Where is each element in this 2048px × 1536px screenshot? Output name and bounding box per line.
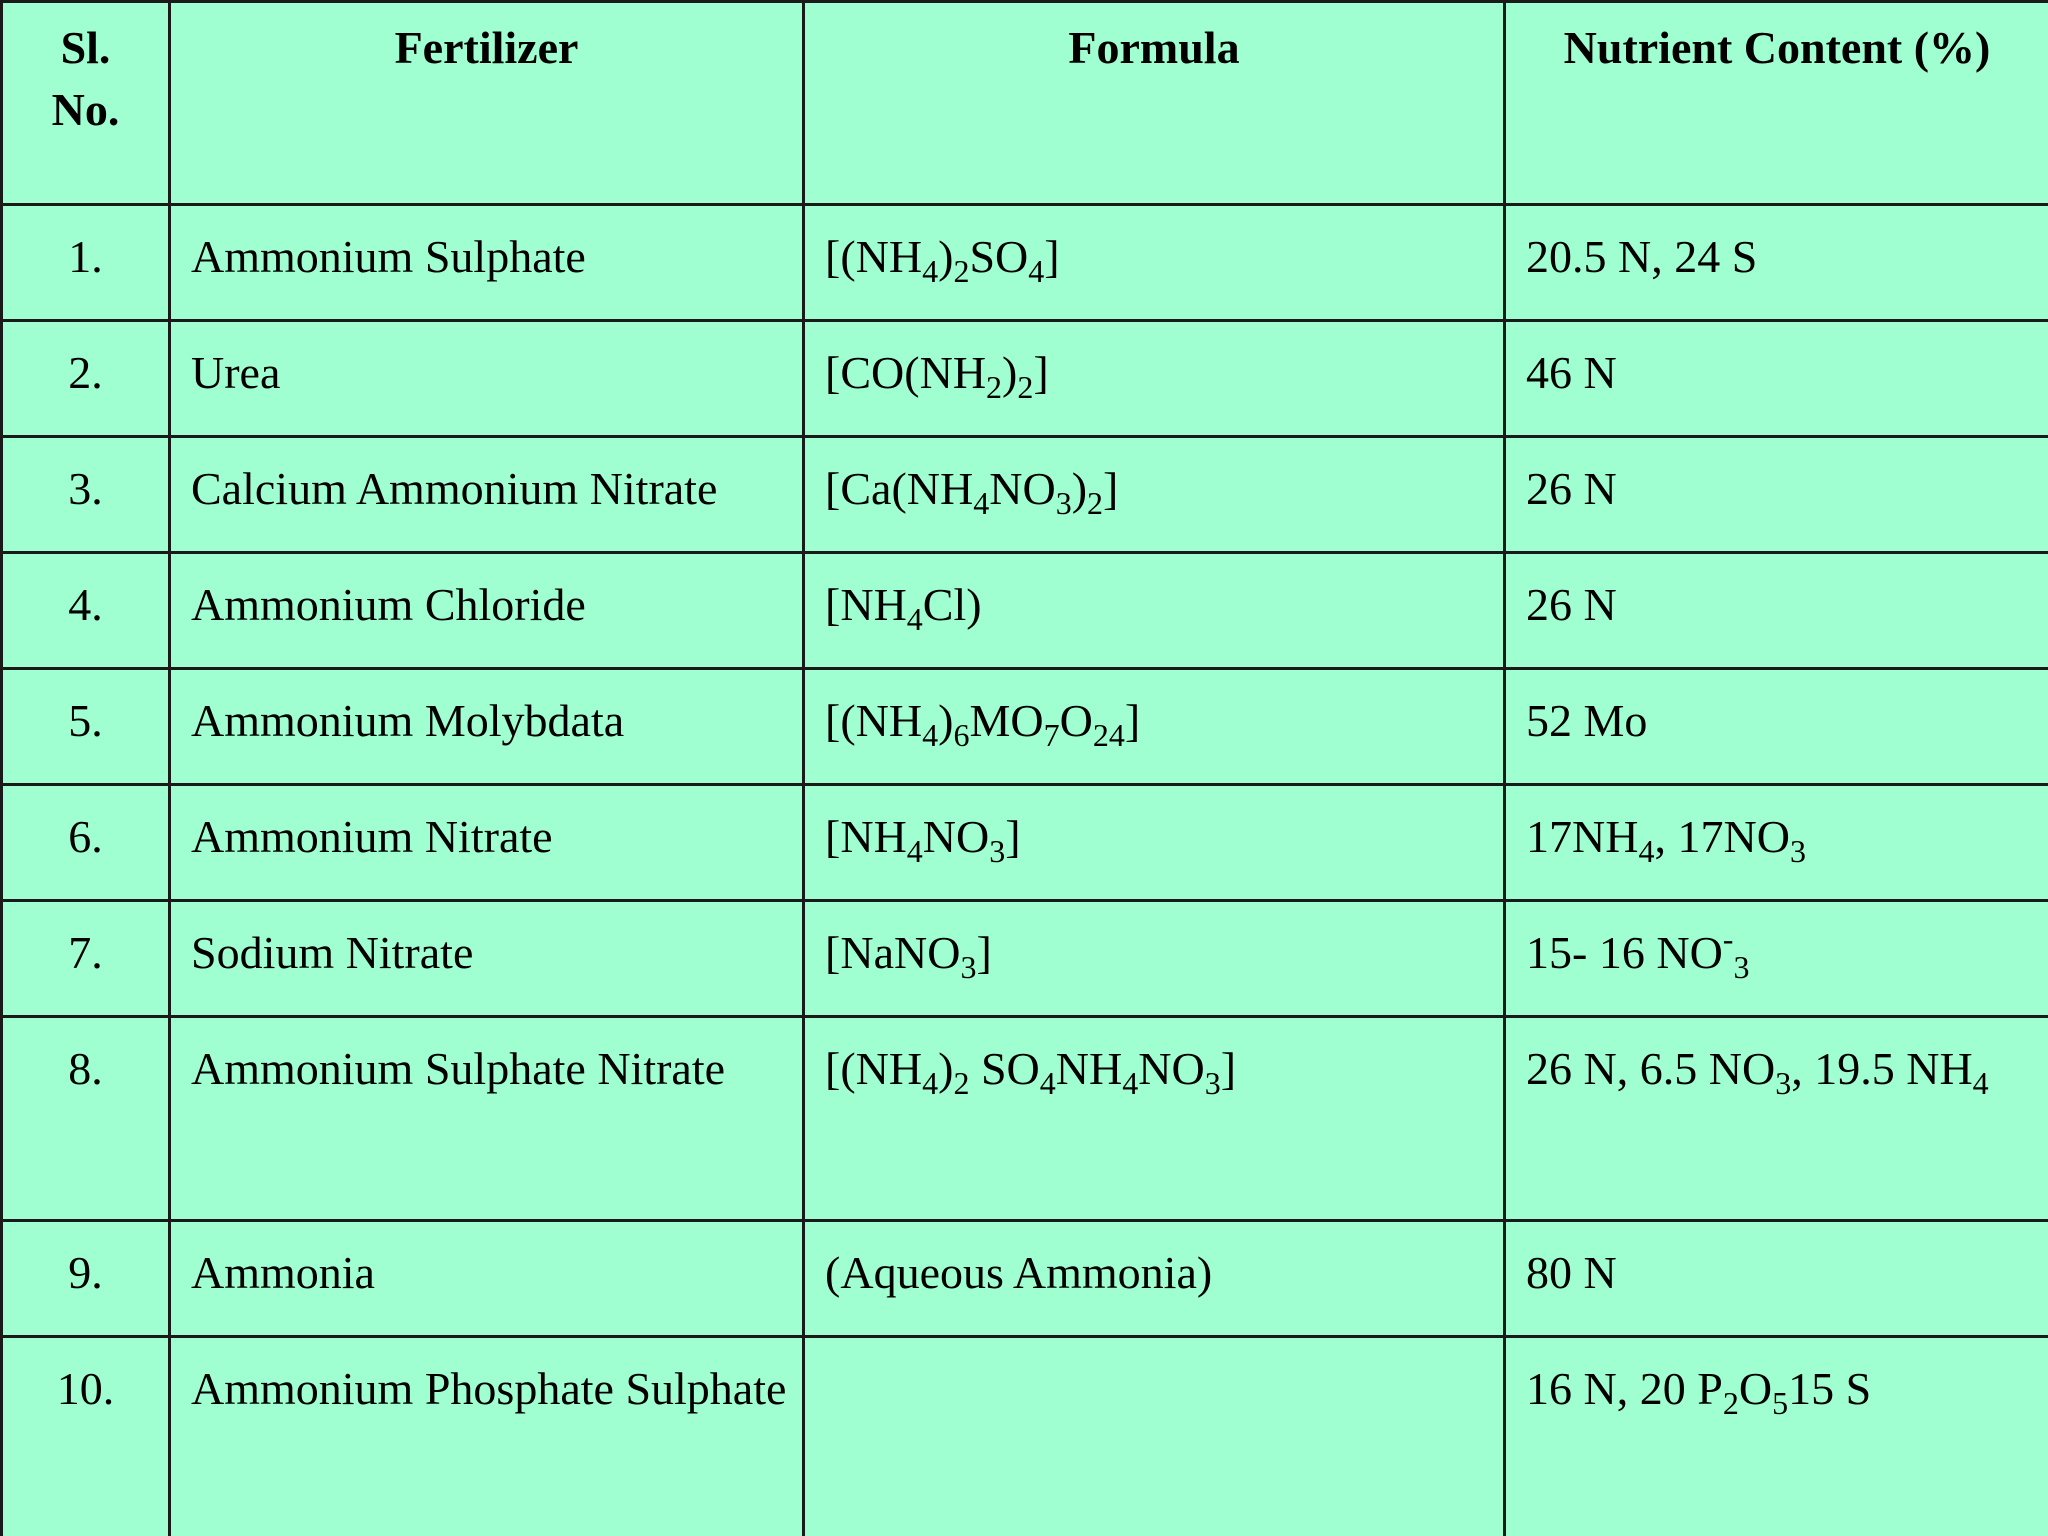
table-header-row <box>2 2 2048 205</box>
cell-nutrient-content: 26 N <box>1505 437 2048 553</box>
cell-nutrient-content: 26 N, 6.5 $NO_3$, 19.5 $NH_4$ <box>1505 1017 2048 1221</box>
cell-formula <box>804 1337 1505 1536</box>
cell-formula: $[NH_4NO_3]$ <box>804 785 1505 901</box>
header-fertilizer: Fertilizer <box>170 2 804 205</box>
cell-fertilizer: Ammonium Sulphate <box>170 205 804 321</box>
cell-nutrient-content: 52 Mo <box>1505 669 2048 785</box>
cell-formula: [$(NH_4)_2$ $SO_4NH_4NO_3$] <box>804 1017 1505 1221</box>
cell-formula: $[(NH_4)_6MO_7O_{24}]$ <box>804 669 1505 785</box>
cell-fertilizer: Ammonia <box>170 1221 804 1337</box>
table-row <box>2 1221 2048 1337</box>
cell-nutrient-content: 16 N, 20 $P_2O_515$ S <box>1505 1337 2048 1536</box>
table-row <box>2 669 2048 785</box>
header-nutrient-content: Nutrient Content (%) <box>1505 2 2048 205</box>
cell-sl-no: 4. <box>2 553 170 669</box>
cell-fertilizer: Ammonium Nitrate <box>170 785 804 901</box>
cell-nutrient-content: 46 N <box>1505 321 2048 437</box>
cell-fertilizer: Ammonium Sulphate Nitrate <box>170 1017 804 1221</box>
cell-fertilizer: Ammonium Phosphate Sulphate <box>170 1337 804 1536</box>
cell-fertilizer: Urea <box>170 321 804 437</box>
table-row <box>2 1017 2048 1221</box>
table-row <box>2 901 2048 1017</box>
cell-sl-no: 1. <box>2 205 170 321</box>
cell-nutrient-content: 15- 16 $NO^-_3$ <box>1505 901 2048 1017</box>
header-formula: Formula <box>804 2 1505 205</box>
header-sl-no <box>2 2 170 205</box>
header-sl-no-text: Sl. No. <box>51 22 120 135</box>
cell-formula: $[CO(NH_2)_2]$ <box>804 321 1505 437</box>
cell-sl-no: 5. <box>2 669 170 785</box>
cell-fertilizer: Sodium Nitrate <box>170 901 804 1017</box>
cell-formula: $[(NH_4)_2SO_4]$ <box>804 205 1505 321</box>
table-row <box>2 205 2048 321</box>
cell-formula: $[NH_4Cl)$ <box>804 553 1505 669</box>
cell-fertilizer: Ammonium Molybdata <box>170 669 804 785</box>
cell-fertilizer: Calcium Ammonium Nitrate <box>170 437 804 553</box>
cell-sl-no: 6. <box>2 785 170 901</box>
cell-sl-no: 7. <box>2 901 170 1017</box>
cell-sl-no: 10. <box>2 1337 170 1536</box>
cell-sl-no: 3. <box>2 437 170 553</box>
cell-formula: [NaNO$_3$] <box>804 901 1505 1017</box>
table-row <box>2 553 2048 669</box>
table-row <box>2 437 2048 553</box>
cell-nutrient-content: 80 N <box>1505 1221 2048 1337</box>
cell-sl-no: 2. <box>2 321 170 437</box>
table-row <box>2 785 2048 901</box>
cell-formula: (Aqueous Ammonia) <box>804 1221 1505 1337</box>
cell-formula: $[Ca(NH_4NO_3)_2]$ <box>804 437 1505 553</box>
cell-sl-no: 8. <box>2 1017 170 1221</box>
cell-fertilizer: Ammonium Chloride <box>170 553 804 669</box>
table-row <box>2 321 2048 437</box>
cell-nutrient-content: 26 N <box>1505 553 2048 669</box>
table-row <box>2 1337 2048 1536</box>
cell-nutrient-content: 20.5 N, 24 S <box>1505 205 2048 321</box>
cell-sl-no: 9. <box>2 1221 170 1337</box>
cell-nutrient-content: $17NH_4$, $17NO_3$ <box>1505 785 2048 901</box>
